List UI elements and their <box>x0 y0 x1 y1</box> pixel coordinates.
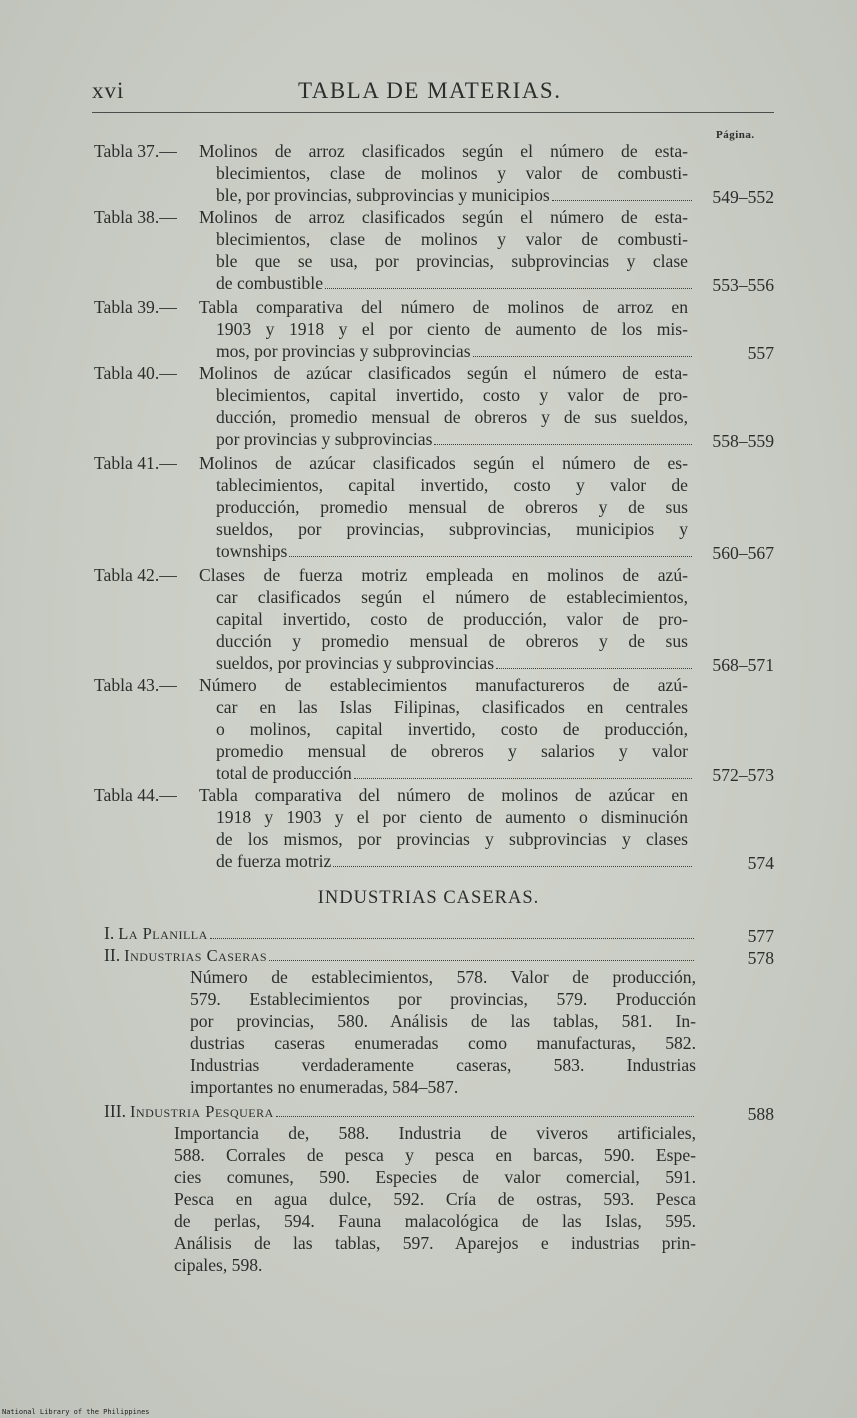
description-line: por provincias y subprovincias <box>216 429 433 449</box>
page-reference: 578 <box>747 948 774 968</box>
description-line: Molinos de arroz clasificados según el número de esta- <box>199 141 688 161</box>
section-entry-heading <box>104 922 696 945</box>
page-reference: 549–552 <box>712 187 774 207</box>
description-line: Análisis de las tablas, 597. Aparejos e industrias prin- <box>174 1233 696 1253</box>
description-line: blecimientos, clase de molinos y valor de combusti- <box>216 163 688 183</box>
leader-dots <box>333 852 692 867</box>
description-line: Tabla comparativa del número de molinos de arroz en <box>199 297 688 317</box>
description-line: tablecimientos, capital invertido, costo y valor de <box>216 475 688 495</box>
toc-entry-description <box>199 452 688 562</box>
description-line: promedio mensual de obreros y salarios y valor <box>216 741 688 761</box>
description-line: ducción y promedio mensual de obreros y de sus <box>216 631 688 651</box>
description-line: car en las Islas Filipinas, clasificados en centrales <box>216 697 688 717</box>
description-line: 1918 y 1903 y el por ciento de aumento o disminución <box>216 807 688 827</box>
description-line: Número de establecimientos, 578. Valor de producción, <box>190 967 696 987</box>
description-line: blecimientos, capital invertido, costo y valor de pro- <box>216 385 688 405</box>
description-last-line <box>216 652 694 674</box>
description-last-line <box>216 762 694 784</box>
page-reference: 572–573 <box>712 765 774 785</box>
toc-entry-description <box>199 296 688 362</box>
leader-dots <box>434 430 692 445</box>
description-line: ble que se usa, por provincias, subprovincias y clase <box>216 251 688 271</box>
description-line: Número de establecimientos manufactureros de azú- <box>199 675 688 695</box>
toc-entry-description <box>199 140 688 206</box>
page-reference: 553–556 <box>712 275 774 295</box>
description-last-line <box>216 340 694 362</box>
toc-entry-description <box>199 362 688 450</box>
description-line: por provincias, 580. Análisis de las tablas, 581. In- <box>190 1011 696 1031</box>
description-line: dustrias caseras enumeradas como manufacturas, 582. <box>190 1033 696 1053</box>
leader-dots <box>552 186 692 201</box>
section-entry-name: La Planilla <box>118 924 208 943</box>
description-line: importantes no enumeradas, 584–587. <box>190 1077 459 1097</box>
section-entry-name: Industrias Caseras <box>124 946 268 965</box>
toc-entry-description <box>199 674 688 784</box>
description-line: car clasificados según el número de establecimientos, <box>216 587 688 607</box>
leader-dots <box>269 946 694 961</box>
toc-entry-description <box>199 206 688 294</box>
page-reference: 577 <box>747 926 774 946</box>
leader-dots <box>210 924 694 939</box>
footer-credit: National Library of the Philippines <box>2 1408 150 1416</box>
leader-dots <box>289 542 692 557</box>
page-reference: 557 <box>747 343 774 363</box>
section-title: INDUSTRIAS CASERAS. <box>317 888 540 908</box>
section-entry-heading <box>104 1100 696 1123</box>
toc-entry-label: Tabla 37.— <box>94 141 177 161</box>
description-line: Tabla comparativa del número de molinos de azúcar en <box>199 785 688 805</box>
description-last-line <box>216 272 694 294</box>
header-rule <box>92 112 774 113</box>
section-entry-heading <box>104 944 696 967</box>
section-entry <box>104 1100 774 1275</box>
section-entry <box>104 922 774 945</box>
column-label-pagina: Página. <box>716 129 755 141</box>
description-line: sueldos, por provincias, subprovincias, municipios y <box>216 519 688 539</box>
description-line: 1903 y 1918 y el por ciento de aumento de los mis- <box>216 319 688 339</box>
page-number: xvi <box>92 78 125 103</box>
roman-numeral: II. <box>104 945 121 965</box>
page-reference: 568–571 <box>712 655 774 675</box>
description-line: mos, por provincias y subprovincias <box>216 341 471 361</box>
description-line: de perlas, 594. Fauna malacológica de las Islas, 595. <box>174 1211 696 1231</box>
toc-entry-label: Tabla 42.— <box>94 565 177 585</box>
description-line: 579. Establecimientos por provincias, 579. Producción <box>190 989 696 1009</box>
description-line: ble, por provincias, subprovincias y municipios <box>216 185 550 205</box>
leader-dots <box>473 342 692 357</box>
page-reference: 588 <box>747 1104 774 1124</box>
toc-entry-description <box>199 564 688 674</box>
toc-entry-label: Tabla 38.— <box>94 207 177 227</box>
description-last-line <box>216 850 694 872</box>
page-reference: 560–567 <box>712 543 774 563</box>
description-line: Industrias verdaderamente caseras, 583. Industrias <box>190 1055 696 1075</box>
description-line: total de producción <box>216 763 352 783</box>
roman-numeral: I. <box>104 923 115 943</box>
description-line: blecimientos, clase de molinos y valor de combusti- <box>216 229 688 249</box>
description-line: Molinos de azúcar clasificados según el número de esta- <box>199 363 688 383</box>
description-line: Molinos de arroz clasificados según el número de esta- <box>199 207 688 227</box>
page-reference: 574 <box>747 853 774 873</box>
description-last-line <box>216 428 694 450</box>
description-line: producción, promedio mensual de obreros y de sus <box>216 497 688 517</box>
description-line: Molinos de azúcar clasificados según el número de es- <box>199 453 688 473</box>
description-line: de los mismos, por provincias y subprovincias y clases <box>216 829 688 849</box>
section-entry <box>104 944 774 1097</box>
section-entry-description <box>190 966 696 1098</box>
description-line: de combustible <box>216 273 324 293</box>
description-last-line <box>216 540 694 562</box>
section-entry-name: Industria Pesquera <box>129 1102 274 1121</box>
toc-entry-label: Tabla 39.— <box>94 297 177 317</box>
description-line: cipales, 598. <box>174 1255 263 1275</box>
page-header <box>92 78 774 108</box>
toc-entry-label: Tabla 44.— <box>94 785 177 805</box>
description-line: Clases de fuerza motriz empleada en molinos de azú- <box>199 565 688 585</box>
toc-entry-label: Tabla 40.— <box>94 363 177 383</box>
toc-entry-label: Tabla 43.— <box>94 675 177 695</box>
leader-dots <box>325 274 692 289</box>
description-line: o molinos, capital invertido, costo de producción, <box>216 719 688 739</box>
leader-dots <box>276 1102 694 1117</box>
description-line: ducción, promedio mensual de obreros y de sus sueldos, <box>216 407 688 427</box>
description-line: de fuerza motriz <box>216 851 332 871</box>
description-last-line <box>216 184 694 206</box>
description-line: capital invertido, costo de producción, valor de pro- <box>216 609 688 629</box>
toc-entry-label: Tabla 41.— <box>94 453 177 473</box>
toc-entry-description <box>199 784 688 872</box>
leader-dots <box>496 654 692 669</box>
description-line: townships <box>216 541 288 561</box>
description-line: 588. Corrales de pesca y pesca en barcas, 590. Espe- <box>174 1145 696 1165</box>
leader-dots <box>354 764 692 779</box>
running-title: TABLA DE MATERIAS. <box>298 78 562 103</box>
page-reference: 558–559 <box>712 431 774 451</box>
description-line: cies comunes, 590. Especies de valor comercial, 591. <box>174 1167 696 1187</box>
description-line: sueldos, por provincias y subprovincias <box>216 653 495 673</box>
description-line: Importancia de, 588. Industria de viveros artificiales, <box>174 1123 696 1143</box>
section-entry-description <box>174 1122 696 1276</box>
description-line: Pesca en agua dulce, 592. Cría de ostras, 593. Pesca <box>174 1189 696 1209</box>
roman-numeral: III. <box>104 1101 126 1121</box>
